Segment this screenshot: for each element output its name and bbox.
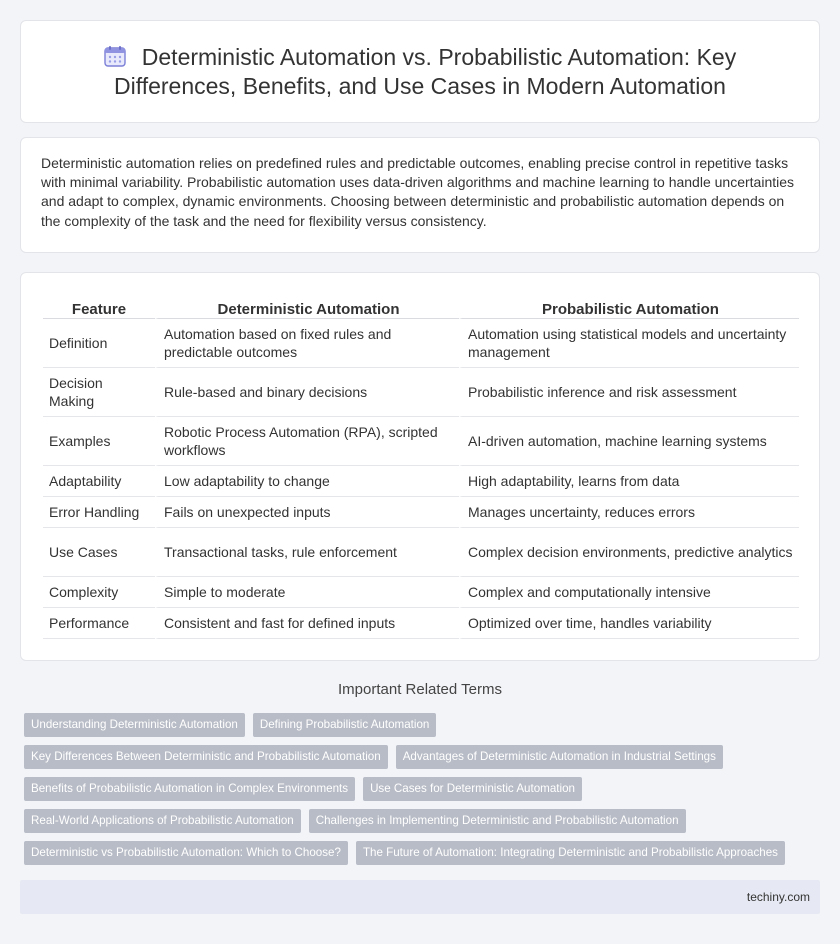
feature-cell: Definition [43, 319, 155, 368]
feature-cell: Use Cases [43, 528, 155, 577]
probabilistic-cell: AI-driven automation, machine learning systems [459, 417, 799, 466]
table-row [43, 368, 799, 417]
intro-paragraph: Deterministic automation relies on predefined rules and predictable outcomes, enabling precise control in repetitive tasks with minimal variability. Probabilistic automation uses data-driven algorithms and machine learning to handle uncertainties and adapt to complex, dynamic environments. Choosing between deterministic and probabilistic automation depends on the complexity of the task and the need for flexibility versus consistency. [41, 155, 795, 229]
page-title [51, 43, 789, 101]
calendar-icon [104, 45, 126, 67]
table-row [43, 417, 799, 466]
probabilistic-cell: Optimized over time, handles variability [459, 608, 799, 639]
related-term-tag[interactable]: Defining Probabilistic Automation [253, 713, 437, 737]
probabilistic-cell: Complex and computationally intensive [459, 577, 799, 608]
feature-cell: Adaptability [43, 466, 155, 497]
related-term-tag[interactable]: The Future of Automation: Integrating Deterministic and Probabilistic Approaches [356, 841, 785, 865]
table-row [43, 466, 799, 497]
related-terms-row [24, 777, 590, 801]
comparison-table [43, 295, 799, 639]
deterministic-cell: Transactional tasks, rule enforcement [155, 528, 459, 577]
feature-cell: Examples [43, 417, 155, 466]
related-term-tag[interactable]: Use Cases for Deterministic Automation [363, 777, 582, 801]
deterministic-cell: Rule-based and binary decisions [155, 368, 459, 417]
related-term-tag[interactable]: Understanding Deterministic Automation [24, 713, 245, 737]
header-deterministic: Deterministic Automation [155, 295, 459, 319]
table-row [43, 528, 799, 577]
related-terms-row [24, 745, 731, 769]
related-term-tag[interactable]: Challenges in Implementing Deterministic and Probabilistic Automation [309, 809, 686, 833]
feature-cell: Performance [43, 608, 155, 639]
feature-cell: Decision Making [43, 368, 155, 417]
table-header-row [43, 295, 799, 319]
deterministic-cell: Robotic Process Automation (RPA), scripted workflows [155, 417, 459, 466]
related-term-tag[interactable]: Real-World Applications of Probabilistic Automation [24, 809, 301, 833]
comparison-table-card [20, 272, 820, 661]
table-row [43, 577, 799, 608]
header-feature: Feature [43, 295, 155, 319]
page-title-text: Deterministic Automation vs. Probabilistic Automation: Key Differences, Benefits, and Use Cases in Modern Automation [114, 44, 737, 99]
feature-cell: Complexity [43, 577, 155, 608]
header-probabilistic: Probabilistic Automation [459, 295, 799, 319]
table-row [43, 319, 799, 368]
deterministic-cell: Simple to moderate [155, 577, 459, 608]
related-term-tag[interactable]: Deterministic vs Probabilistic Automation: Which to Choose? [24, 841, 348, 865]
deterministic-cell: Automation based on fixed rules and predictable outcomes [155, 319, 459, 368]
related-term-tag[interactable]: Advantages of Deterministic Automation in Industrial Settings [396, 745, 723, 769]
footer [20, 880, 820, 914]
related-terms-row [24, 841, 793, 865]
probabilistic-cell: Probabilistic inference and risk assessment [459, 368, 799, 417]
footer-site-link[interactable]: techiny.com [746, 890, 810, 904]
related-term-tag[interactable]: Key Differences Between Deterministic and Probabilistic Automation [24, 745, 388, 769]
probabilistic-cell: Complex decision environments, predictive analytics [459, 528, 799, 577]
deterministic-cell: Low adaptability to change [155, 466, 459, 497]
feature-cell: Error Handling [43, 497, 155, 528]
title-card [20, 20, 820, 123]
intro-card [20, 137, 820, 253]
probabilistic-cell: Manages uncertainty, reduces errors [459, 497, 799, 528]
related-terms-heading: Important Related Terms [338, 681, 502, 698]
table-row [43, 497, 799, 528]
table-row [43, 608, 799, 639]
deterministic-cell: Consistent and fast for defined inputs [155, 608, 459, 639]
related-terms-row [24, 809, 694, 833]
related-terms-row [24, 713, 444, 737]
probabilistic-cell: Automation using statistical models and uncertainty management [459, 319, 799, 368]
related-term-tag[interactable]: Benefits of Probabilistic Automation in Complex Environments [24, 777, 355, 801]
deterministic-cell: Fails on unexpected inputs [155, 497, 459, 528]
probabilistic-cell: High adaptability, learns from data [459, 466, 799, 497]
